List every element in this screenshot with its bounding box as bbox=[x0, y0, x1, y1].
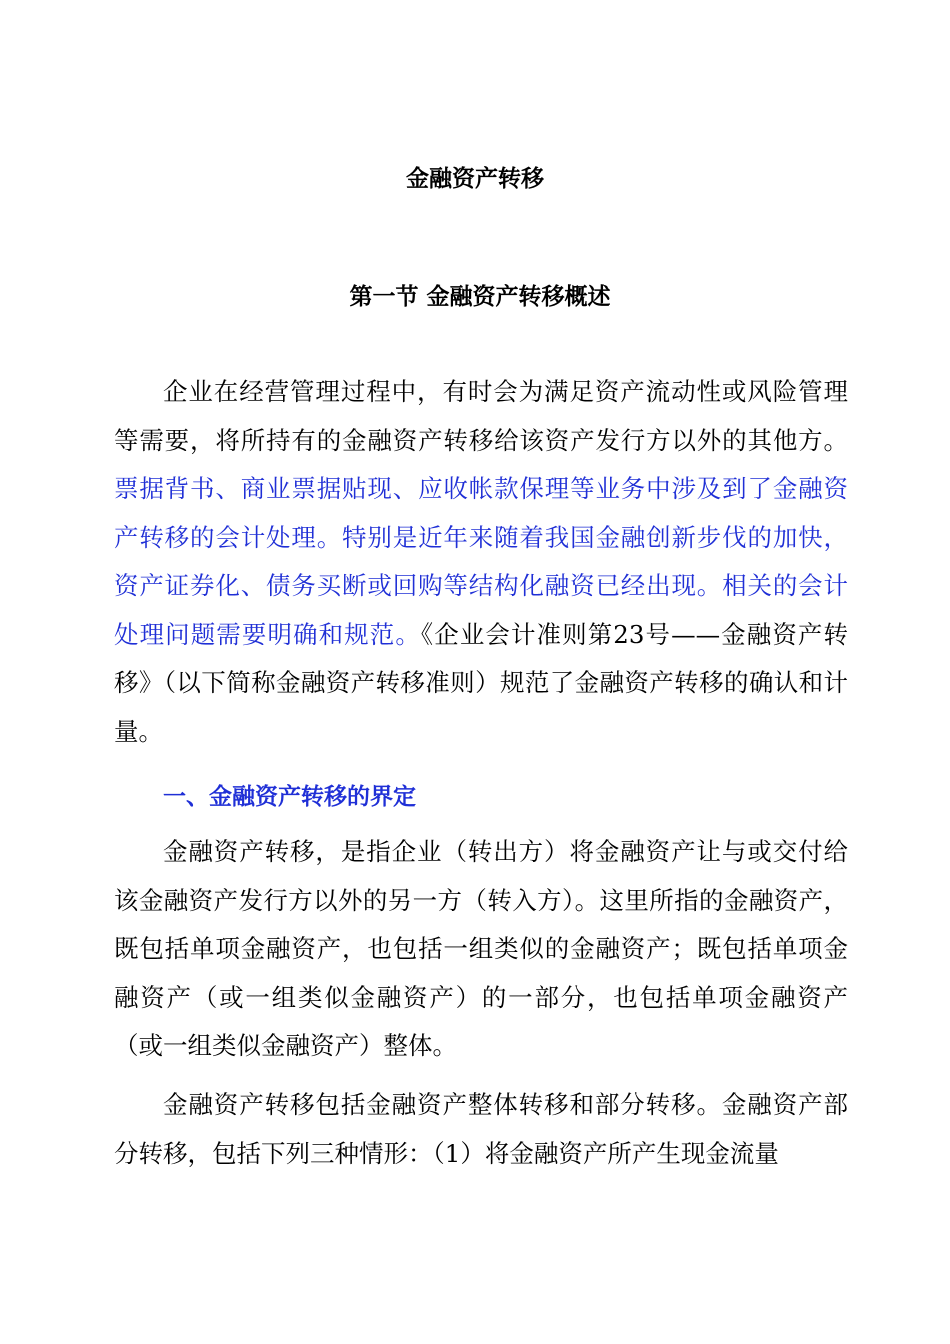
paragraph-intro-text-c: 《企业会计准则第23号——金融资产转移》（以下简称金融资产转移准则）规范了金融资产转移的确认和计量。 bbox=[114, 619, 848, 746]
section-title: 第一节 金融资产转移概述 bbox=[349, 284, 611, 310]
subheading-definition: 一、金融资产转移的界定 bbox=[163, 784, 416, 810]
paragraph-transfer-types: 金融资产转移包括金融资产整体转移和部分转移。金融资产部分转移，包括下列三种情形：（1）将金融资产所产生现金流量 bbox=[114, 1090, 848, 1168]
document-title: 金融资产转移 bbox=[406, 166, 544, 192]
paragraph-definition: 金融资产转移，是指企业（转出方）将金融资产让与或交付给该金融资产发行方以外的另一方（转入方）。这里所指的金融资产，既包括单项金融资产，也包括一组类似的金融资产；既包括单项金融资产（或一组类似金融资产）的一部分，也包括单项金融资产（或一组类似金融资产）整体。 bbox=[114, 837, 848, 1060]
paragraph-intro bbox=[114, 368, 848, 756]
paragraph-intro-highlight: 票据背书、商业票据贴现、应收帐款保理等业务中涉及到了金融资产转移的会计处理。特别是近年来随着我国金融创新步伐的加快，资产证券化、债务买断或回购等结构化融资已经出现。相关的会计处理问题需要明确和规范。 bbox=[114, 474, 848, 649]
paragraph-intro-text-a: 企业在经营管理过程中，有时会为满足资产流动性或风险管理等需要，将所持有的金融资产转移给该资产发行方以外的其他方。 bbox=[114, 377, 848, 455]
